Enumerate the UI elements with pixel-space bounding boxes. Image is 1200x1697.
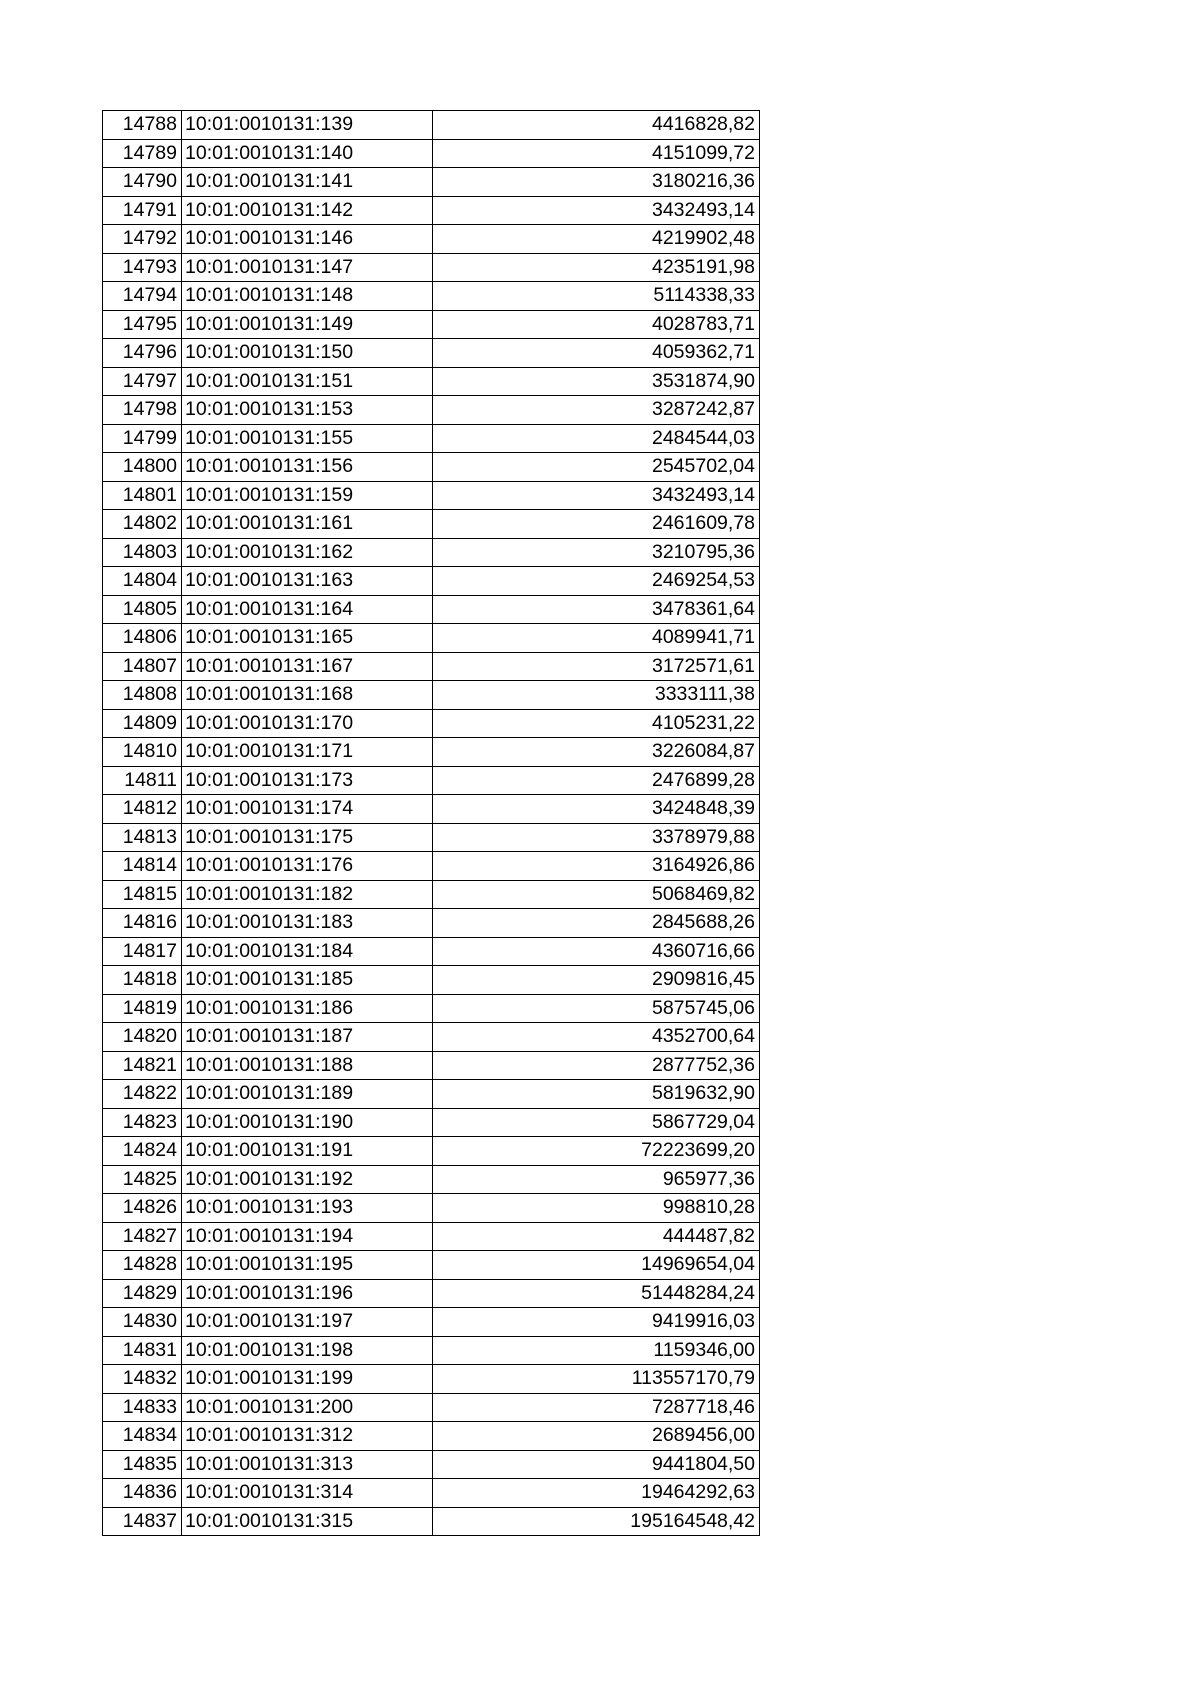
value-cell: 3164926,86	[433, 852, 760, 881]
row-number-cell: 14811	[103, 766, 182, 795]
table-row	[103, 510, 760, 539]
row-number-cell: 14827	[103, 1222, 182, 1251]
row-number-cell: 14832	[103, 1365, 182, 1394]
document-page	[102, 110, 760, 1536]
cadastral-number-cell: 10:01:0010131:187	[182, 1023, 433, 1052]
table-row	[103, 1450, 760, 1479]
value-cell: 2909816,45	[433, 966, 760, 995]
row-number-cell: 14792	[103, 225, 182, 254]
table-row	[103, 1194, 760, 1223]
cadastral-number-cell: 10:01:0010131:200	[182, 1393, 433, 1422]
cadastral-number-cell: 10:01:0010131:199	[182, 1365, 433, 1394]
row-number-cell: 14790	[103, 168, 182, 197]
cadastral-number-cell: 10:01:0010131:185	[182, 966, 433, 995]
row-number-cell: 14813	[103, 823, 182, 852]
table-row	[103, 367, 760, 396]
cadastral-number-cell: 10:01:0010131:189	[182, 1080, 433, 1109]
row-number-cell: 14801	[103, 481, 182, 510]
table-row	[103, 282, 760, 311]
table-row	[103, 225, 760, 254]
value-cell: 3432493,14	[433, 196, 760, 225]
row-number-cell: 14817	[103, 937, 182, 966]
cadastral-number-cell: 10:01:0010131:156	[182, 453, 433, 482]
table-row	[103, 1308, 760, 1337]
cadastral-number-cell: 10:01:0010131:196	[182, 1279, 433, 1308]
value-cell: 3432493,14	[433, 481, 760, 510]
row-number-cell: 14788	[103, 111, 182, 140]
value-cell: 2689456,00	[433, 1422, 760, 1451]
row-number-cell: 14826	[103, 1194, 182, 1223]
value-cell: 5875745,06	[433, 994, 760, 1023]
row-number-cell: 14828	[103, 1251, 182, 1280]
cadastral-number-cell: 10:01:0010131:151	[182, 367, 433, 396]
table-row	[103, 481, 760, 510]
table-row	[103, 1479, 760, 1508]
value-cell: 2545702,04	[433, 453, 760, 482]
value-cell: 9419916,03	[433, 1308, 760, 1337]
cadastral-number-cell: 10:01:0010131:188	[182, 1051, 433, 1080]
row-number-cell: 14823	[103, 1108, 182, 1137]
row-number-cell: 14829	[103, 1279, 182, 1308]
table-row	[103, 253, 760, 282]
value-cell: 4105231,22	[433, 709, 760, 738]
row-number-cell: 14824	[103, 1137, 182, 1166]
table-row	[103, 738, 760, 767]
cadastral-number-cell: 10:01:0010131:173	[182, 766, 433, 795]
value-cell: 4352700,64	[433, 1023, 760, 1052]
row-number-cell: 14800	[103, 453, 182, 482]
value-cell: 72223699,20	[433, 1137, 760, 1166]
row-number-cell: 14822	[103, 1080, 182, 1109]
cadastral-number-cell: 10:01:0010131:153	[182, 396, 433, 425]
table-row	[103, 1336, 760, 1365]
cadastral-number-cell: 10:01:0010131:183	[182, 909, 433, 938]
cadastral-number-cell: 10:01:0010131:164	[182, 595, 433, 624]
table-row	[103, 339, 760, 368]
value-cell: 4360716,66	[433, 937, 760, 966]
row-number-cell: 14803	[103, 538, 182, 567]
row-number-cell: 14815	[103, 880, 182, 909]
value-cell: 195164548,42	[433, 1507, 760, 1536]
cadastral-number-cell: 10:01:0010131:198	[182, 1336, 433, 1365]
row-number-cell: 14809	[103, 709, 182, 738]
cadastral-number-cell: 10:01:0010131:168	[182, 681, 433, 710]
value-cell: 2476899,28	[433, 766, 760, 795]
table-row	[103, 424, 760, 453]
table-row	[103, 823, 760, 852]
value-cell: 965977,36	[433, 1165, 760, 1194]
value-cell: 3478361,64	[433, 595, 760, 624]
value-cell: 1159346,00	[433, 1336, 760, 1365]
cadastral-number-cell: 10:01:0010131:161	[182, 510, 433, 539]
cadastral-number-cell: 10:01:0010131:176	[182, 852, 433, 881]
value-cell: 7287718,46	[433, 1393, 760, 1422]
value-cell: 3531874,90	[433, 367, 760, 396]
table-row	[103, 168, 760, 197]
value-cell: 2469254,53	[433, 567, 760, 596]
data-table	[102, 110, 760, 1536]
table-row	[103, 966, 760, 995]
row-number-cell: 14791	[103, 196, 182, 225]
cadastral-number-cell: 10:01:0010131:191	[182, 1137, 433, 1166]
row-number-cell: 14833	[103, 1393, 182, 1422]
cadastral-number-cell: 10:01:0010131:142	[182, 196, 433, 225]
cadastral-number-cell: 10:01:0010131:141	[182, 168, 433, 197]
table-row	[103, 396, 760, 425]
value-cell: 14969654,04	[433, 1251, 760, 1280]
row-number-cell: 14812	[103, 795, 182, 824]
table-row	[103, 139, 760, 168]
value-cell: 4235191,98	[433, 253, 760, 282]
row-number-cell: 14798	[103, 396, 182, 425]
row-number-cell: 14820	[103, 1023, 182, 1052]
cadastral-number-cell: 10:01:0010131:194	[182, 1222, 433, 1251]
table-row	[103, 1393, 760, 1422]
row-number-cell: 14816	[103, 909, 182, 938]
row-number-cell: 14830	[103, 1308, 182, 1337]
table-row	[103, 111, 760, 140]
value-cell: 9441804,50	[433, 1450, 760, 1479]
row-number-cell: 14793	[103, 253, 182, 282]
table-row	[103, 852, 760, 881]
value-cell: 5819632,90	[433, 1080, 760, 1109]
table-row	[103, 595, 760, 624]
cadastral-number-cell: 10:01:0010131:186	[182, 994, 433, 1023]
table-row	[103, 1279, 760, 1308]
table-row	[103, 1080, 760, 1109]
cadastral-number-cell: 10:01:0010131:155	[182, 424, 433, 453]
table-row	[103, 1108, 760, 1137]
row-number-cell: 14795	[103, 310, 182, 339]
cadastral-number-cell: 10:01:0010131:146	[182, 225, 433, 254]
cadastral-number-cell: 10:01:0010131:195	[182, 1251, 433, 1280]
row-number-cell: 14799	[103, 424, 182, 453]
table-row	[103, 1051, 760, 1080]
cadastral-number-cell: 10:01:0010131:171	[182, 738, 433, 767]
value-cell: 5068469,82	[433, 880, 760, 909]
table-row	[103, 937, 760, 966]
value-cell: 4028783,71	[433, 310, 760, 339]
cadastral-number-cell: 10:01:0010131:193	[182, 1194, 433, 1223]
row-number-cell: 14825	[103, 1165, 182, 1194]
table-body	[103, 111, 760, 1536]
cadastral-number-cell: 10:01:0010131:162	[182, 538, 433, 567]
row-number-cell: 14789	[103, 139, 182, 168]
row-number-cell: 14810	[103, 738, 182, 767]
cadastral-number-cell: 10:01:0010131:314	[182, 1479, 433, 1508]
table-row	[103, 1507, 760, 1536]
cadastral-number-cell: 10:01:0010131:315	[182, 1507, 433, 1536]
row-number-cell: 14831	[103, 1336, 182, 1365]
value-cell: 19464292,63	[433, 1479, 760, 1508]
row-number-cell: 14806	[103, 624, 182, 653]
table-row	[103, 994, 760, 1023]
table-row	[103, 652, 760, 681]
value-cell: 3424848,39	[433, 795, 760, 824]
value-cell: 2461609,78	[433, 510, 760, 539]
table-row	[103, 196, 760, 225]
table-row	[103, 795, 760, 824]
row-number-cell: 14808	[103, 681, 182, 710]
row-number-cell: 14821	[103, 1051, 182, 1080]
value-cell: 998810,28	[433, 1194, 760, 1223]
cadastral-number-cell: 10:01:0010131:149	[182, 310, 433, 339]
table-row	[103, 1222, 760, 1251]
table-row	[103, 624, 760, 653]
row-number-cell: 14836	[103, 1479, 182, 1508]
value-cell: 4089941,71	[433, 624, 760, 653]
value-cell: 4059362,71	[433, 339, 760, 368]
cadastral-number-cell: 10:01:0010131:140	[182, 139, 433, 168]
cadastral-number-cell: 10:01:0010131:175	[182, 823, 433, 852]
cadastral-number-cell: 10:01:0010131:147	[182, 253, 433, 282]
table-row	[103, 766, 760, 795]
cadastral-number-cell: 10:01:0010131:150	[182, 339, 433, 368]
value-cell: 4416828,82	[433, 111, 760, 140]
row-number-cell: 14834	[103, 1422, 182, 1451]
cadastral-number-cell: 10:01:0010131:165	[182, 624, 433, 653]
cadastral-number-cell: 10:01:0010131:312	[182, 1422, 433, 1451]
row-number-cell: 14807	[103, 652, 182, 681]
value-cell: 3172571,61	[433, 652, 760, 681]
value-cell: 2845688,26	[433, 909, 760, 938]
cadastral-number-cell: 10:01:0010131:197	[182, 1308, 433, 1337]
cadastral-number-cell: 10:01:0010131:163	[182, 567, 433, 596]
table-row	[103, 538, 760, 567]
table-row	[103, 880, 760, 909]
cadastral-number-cell: 10:01:0010131:174	[182, 795, 433, 824]
table-row	[103, 1165, 760, 1194]
table-row	[103, 1422, 760, 1451]
row-number-cell: 14805	[103, 595, 182, 624]
value-cell: 3378979,88	[433, 823, 760, 852]
value-cell: 3180216,36	[433, 168, 760, 197]
row-number-cell: 14804	[103, 567, 182, 596]
table-row	[103, 1365, 760, 1394]
value-cell: 3287242,87	[433, 396, 760, 425]
table-row	[103, 1023, 760, 1052]
cadastral-number-cell: 10:01:0010131:167	[182, 652, 433, 681]
cadastral-number-cell: 10:01:0010131:184	[182, 937, 433, 966]
row-number-cell: 14797	[103, 367, 182, 396]
row-number-cell: 14814	[103, 852, 182, 881]
table-row	[103, 681, 760, 710]
cadastral-number-cell: 10:01:0010131:159	[182, 481, 433, 510]
value-cell: 4219902,48	[433, 225, 760, 254]
cadastral-number-cell: 10:01:0010131:148	[182, 282, 433, 311]
table-row	[103, 1137, 760, 1166]
table-row	[103, 567, 760, 596]
cadastral-number-cell: 10:01:0010131:182	[182, 880, 433, 909]
value-cell: 3210795,36	[433, 538, 760, 567]
table-row	[103, 310, 760, 339]
cadastral-number-cell: 10:01:0010131:170	[182, 709, 433, 738]
cadastral-number-cell: 10:01:0010131:192	[182, 1165, 433, 1194]
row-number-cell: 14837	[103, 1507, 182, 1536]
value-cell: 3333111,38	[433, 681, 760, 710]
cadastral-number-cell: 10:01:0010131:190	[182, 1108, 433, 1137]
table-row	[103, 1251, 760, 1280]
value-cell: 2484544,03	[433, 424, 760, 453]
cadastral-number-cell: 10:01:0010131:139	[182, 111, 433, 140]
value-cell: 444487,82	[433, 1222, 760, 1251]
cadastral-number-cell: 10:01:0010131:313	[182, 1450, 433, 1479]
row-number-cell: 14818	[103, 966, 182, 995]
table-row	[103, 453, 760, 482]
value-cell: 51448284,24	[433, 1279, 760, 1308]
row-number-cell: 14796	[103, 339, 182, 368]
row-number-cell: 14835	[103, 1450, 182, 1479]
table-row	[103, 709, 760, 738]
value-cell: 5114338,33	[433, 282, 760, 311]
row-number-cell: 14802	[103, 510, 182, 539]
value-cell: 113557170,79	[433, 1365, 760, 1394]
row-number-cell: 14794	[103, 282, 182, 311]
table-row	[103, 909, 760, 938]
value-cell: 3226084,87	[433, 738, 760, 767]
value-cell: 2877752,36	[433, 1051, 760, 1080]
value-cell: 5867729,04	[433, 1108, 760, 1137]
row-number-cell: 14819	[103, 994, 182, 1023]
value-cell: 4151099,72	[433, 139, 760, 168]
